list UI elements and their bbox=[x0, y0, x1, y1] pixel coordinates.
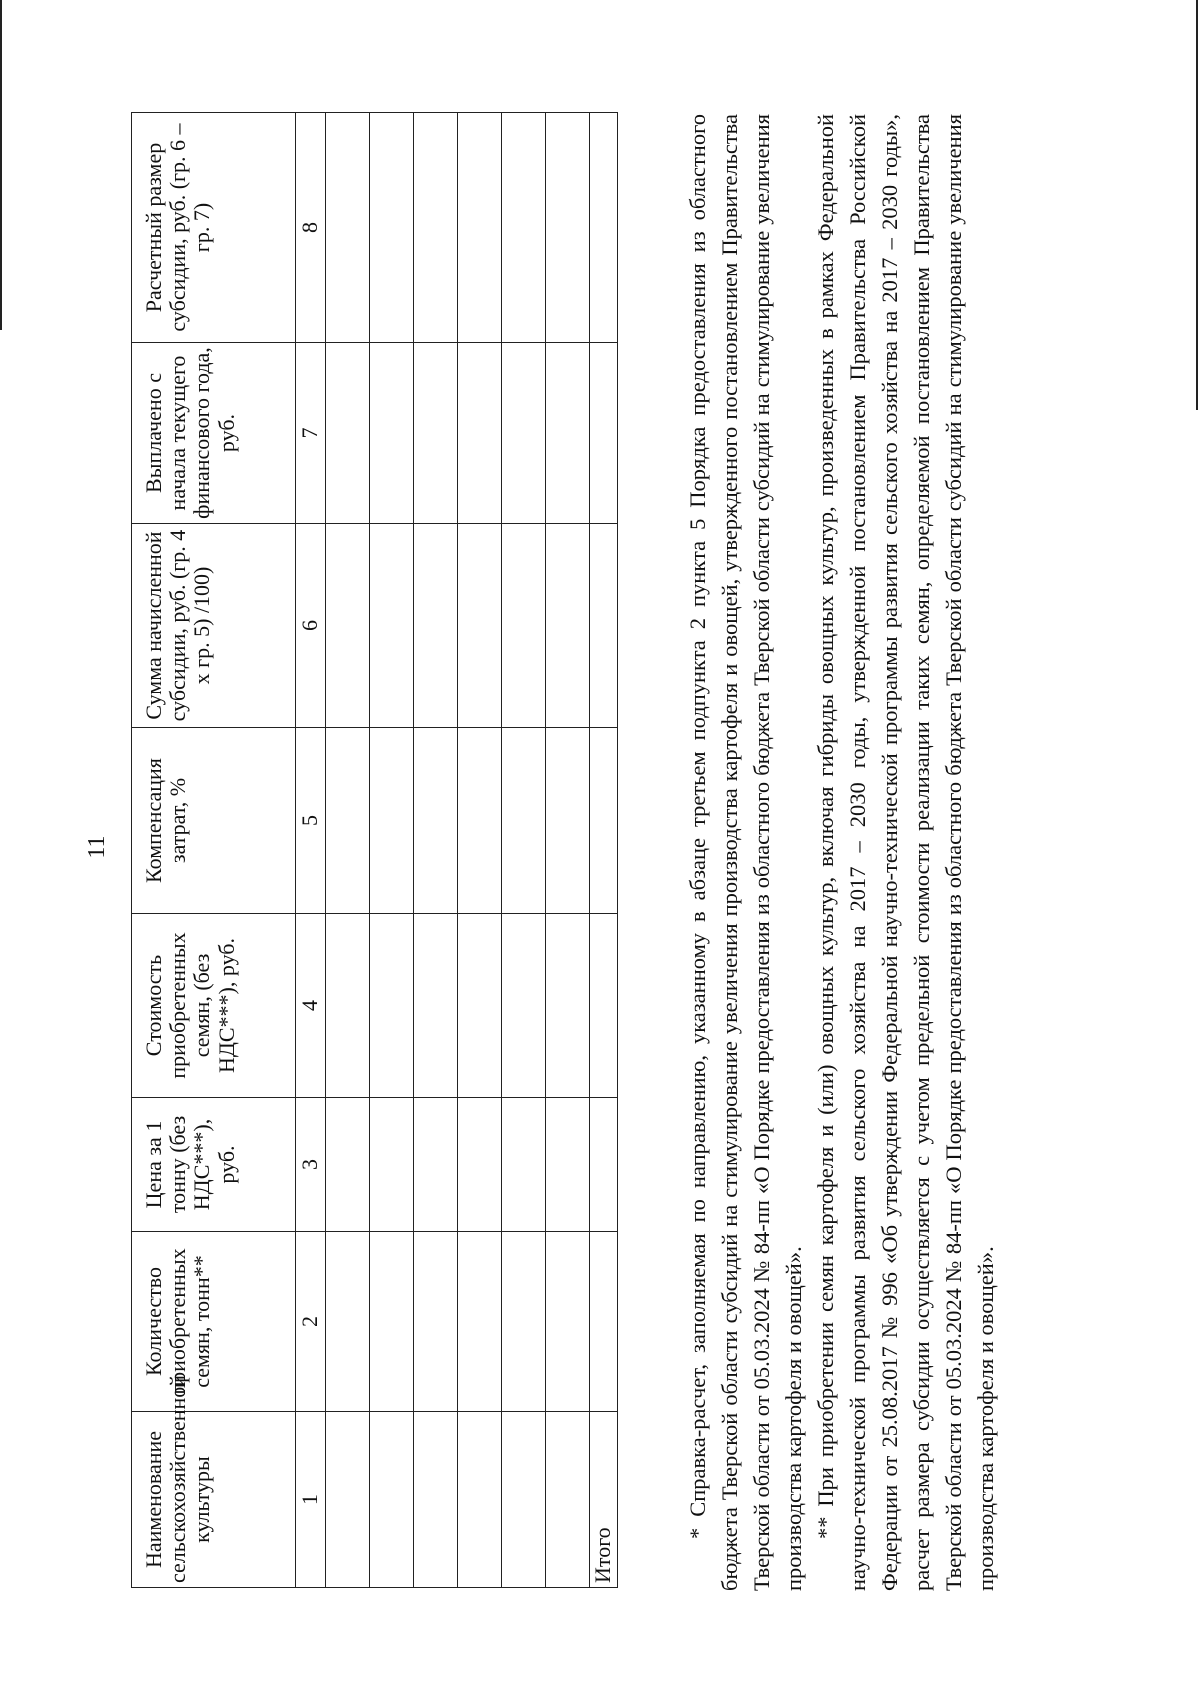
column-number-cell: 5 bbox=[296, 728, 326, 914]
table-cell[interactable] bbox=[502, 1412, 546, 1588]
table-cell[interactable] bbox=[458, 1098, 502, 1232]
table-row bbox=[326, 113, 370, 1588]
table-cell[interactable] bbox=[326, 343, 370, 524]
column-number-cell: 7 bbox=[296, 343, 326, 524]
table-cell[interactable] bbox=[414, 113, 458, 343]
table-row bbox=[414, 113, 458, 1588]
table-cell[interactable] bbox=[326, 524, 370, 728]
total-row bbox=[590, 113, 618, 1588]
table-cell[interactable] bbox=[590, 113, 618, 343]
table-cell[interactable] bbox=[414, 728, 458, 914]
table-cell[interactable] bbox=[590, 728, 618, 914]
table-cell[interactable] bbox=[502, 113, 546, 343]
table-cell[interactable] bbox=[546, 1412, 590, 1588]
header-cell: Цена за 1 тонну (без НДС***), руб. bbox=[132, 1098, 296, 1232]
column-number-cell: 4 bbox=[296, 914, 326, 1098]
table-cell[interactable] bbox=[370, 1098, 414, 1232]
table-row bbox=[502, 113, 546, 1588]
table-cell[interactable] bbox=[414, 1098, 458, 1232]
table-cell[interactable] bbox=[502, 1232, 546, 1412]
table-cell[interactable] bbox=[458, 113, 502, 343]
table-cell[interactable] bbox=[502, 524, 546, 728]
footnote-2: ** При приобретении семян картофеля и (или) овощных культур, включая гибриды овощных культур, произведенных в рамках Федеральной научно-технической программы развития сельского хозяйства на 2017 – 2030 годы, утвержденной постановлением Правительства Российской Федерации от 25.08.2017 № 996 «Об утверждении Федеральной научно-технической программы развития сельского хозяйства на 2017 – 2030 годы», расчет размера субсидии осуществляется с учетом предельной стоимости реализации таких семян, определяемой постановлением Правительства Тверской области от 05.03.2024 № 84-пп «О Порядке предоставления из областного бюджета Тверской области субсидий на стимулирование увеличения производства картофеля и овощей». bbox=[813, 114, 998, 1591]
table-cell[interactable] bbox=[326, 1098, 370, 1232]
table-cell[interactable] bbox=[458, 914, 502, 1098]
table-cell[interactable] bbox=[502, 1098, 546, 1232]
table-cell[interactable] bbox=[326, 1232, 370, 1412]
table-cell[interactable] bbox=[546, 914, 590, 1098]
table-cell[interactable] bbox=[590, 914, 618, 1098]
column-number-cell: 3 bbox=[296, 1098, 326, 1232]
table-header-row bbox=[132, 113, 296, 1588]
column-number-cell: 8 bbox=[296, 113, 326, 343]
page-number: 11 bbox=[84, 835, 110, 859]
table-cell[interactable] bbox=[370, 343, 414, 524]
footnote-1: * Справка-расчет, заполняемая по направлению, указанному в абзаце третьем подпункта 2 пункта 5 Порядка предоставления из областного бюджета Тверской области субсидий на стимулирование увеличения производства картофеля и овощей, утвержденного постановлением Правительства Тверской области от 05.03.2024 № 84-пп «О Порядке предоставления из областного бюджета Тверской области субсидий на стимулирование увеличения производства картофеля и овощей». bbox=[685, 114, 806, 1591]
table-cell[interactable] bbox=[458, 1232, 502, 1412]
table-cell[interactable] bbox=[546, 524, 590, 728]
table-cell[interactable] bbox=[458, 343, 502, 524]
header-cell: Количество приобретенных семян, тонн** bbox=[132, 1232, 296, 1412]
table-cell[interactable] bbox=[458, 524, 502, 728]
table-cell[interactable] bbox=[546, 343, 590, 524]
table-cell[interactable] bbox=[370, 524, 414, 728]
header-cell: Сумма начисленной субсидии, руб. (гр. 4 х гр. 5) /100) bbox=[132, 524, 296, 728]
table-cell[interactable] bbox=[502, 728, 546, 914]
header-cell: Наименование сельскохозяйственной культуры bbox=[132, 1412, 296, 1588]
table-cell[interactable] bbox=[458, 1412, 502, 1588]
table-cell[interactable] bbox=[326, 914, 370, 1098]
table-cell[interactable] bbox=[326, 113, 370, 343]
table-cell[interactable] bbox=[546, 113, 590, 343]
table-cell[interactable] bbox=[590, 1232, 618, 1412]
table-row bbox=[546, 113, 590, 1588]
column-number-row bbox=[296, 113, 326, 1588]
table-cell[interactable] bbox=[502, 343, 546, 524]
table-cell[interactable] bbox=[370, 113, 414, 343]
table-cell[interactable] bbox=[458, 728, 502, 914]
column-number-cell: 1 bbox=[296, 1412, 326, 1588]
table-cell[interactable] bbox=[370, 914, 414, 1098]
header-cell: Стоимость приобретенных семян, (без НДС***), руб. bbox=[132, 914, 296, 1098]
header-cell: Выплачено с начала текущего финансового года, руб. bbox=[132, 343, 296, 524]
table-cell[interactable] bbox=[414, 1232, 458, 1412]
table-cell[interactable] bbox=[414, 914, 458, 1098]
table-cell[interactable] bbox=[326, 1412, 370, 1588]
table-cell[interactable] bbox=[326, 728, 370, 914]
table-row bbox=[370, 113, 414, 1588]
table-cell[interactable] bbox=[546, 1098, 590, 1232]
table-row bbox=[458, 113, 502, 1588]
table-cell[interactable] bbox=[590, 524, 618, 728]
table-cell[interactable] bbox=[546, 728, 590, 914]
table-cell[interactable] bbox=[414, 1412, 458, 1588]
header-cell: Расчетный размер субсидии, руб. (гр. 6 – гр. 7) bbox=[132, 113, 296, 343]
footnotes bbox=[682, 114, 1002, 1591]
header-cell: Компенсация затрат, % bbox=[132, 728, 296, 914]
table-cell[interactable] bbox=[590, 1098, 618, 1232]
table-cell[interactable] bbox=[414, 524, 458, 728]
table-cell[interactable] bbox=[370, 1232, 414, 1412]
column-number-cell: 2 bbox=[296, 1232, 326, 1412]
table-cell[interactable] bbox=[370, 1412, 414, 1588]
table-cell[interactable] bbox=[590, 343, 618, 524]
table-cell[interactable] bbox=[546, 1232, 590, 1412]
table-cell[interactable] bbox=[414, 343, 458, 524]
column-number-cell: 6 bbox=[296, 524, 326, 728]
table-cell[interactable] bbox=[370, 728, 414, 914]
table-cell[interactable] bbox=[502, 914, 546, 1098]
subsidy-calculation-table bbox=[131, 112, 618, 1588]
total-label: Итого bbox=[590, 1412, 618, 1588]
